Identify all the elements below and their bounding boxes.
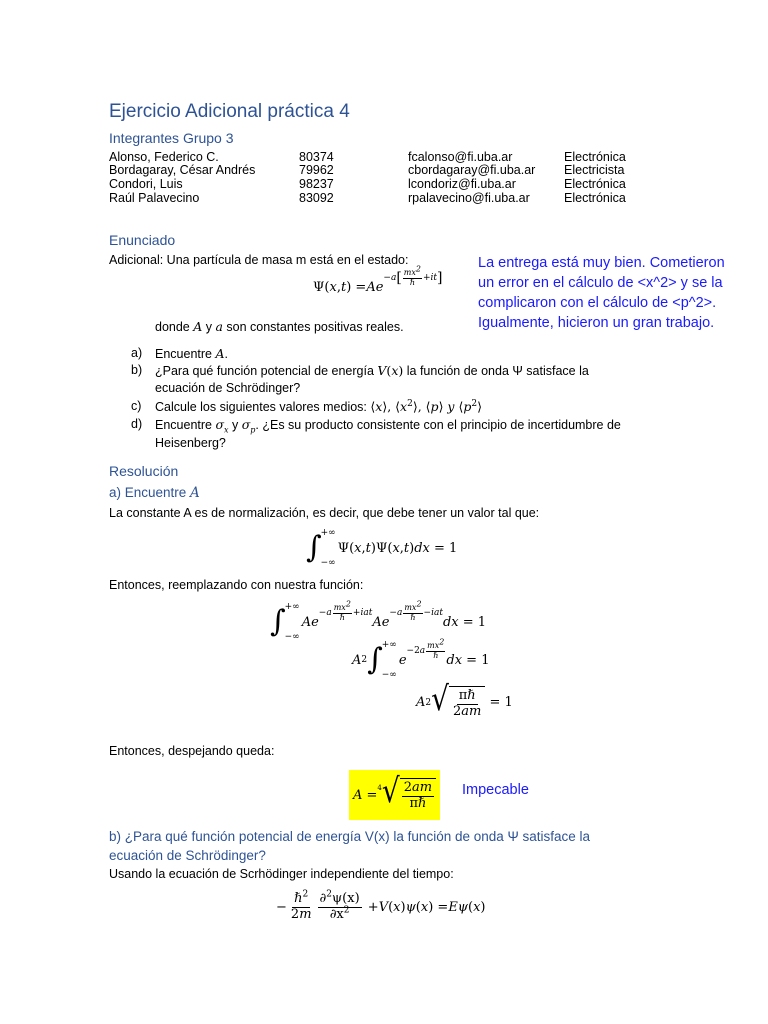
member-email: fcalonso@fi.uba.ar (408, 150, 513, 164)
gaussian-equation: A 2 ∫ +∞ −∞ e − 2 a $mx^2$ ℏ dx = 1 (352, 637, 490, 680)
part-a-heading-text: a) Encuentre (109, 485, 191, 500)
item-b-text: ¿Para qué función potencial de energía (155, 364, 378, 378)
member-name: Alonso, Federico C. (109, 150, 219, 164)
member-email: lcondoriz@fi.uba.ar (408, 177, 516, 191)
member-id: 98237 (299, 177, 334, 191)
item-d-text2: . ¿Es su producto consistente con el principio de incertidumbre de (255, 418, 621, 432)
member-name: Condori, Luis (109, 177, 183, 191)
item-b-line2: ecuación de Schrödinger? (155, 381, 301, 395)
item-d-line2: Heisenberg? (155, 436, 226, 450)
page-title: Ejercicio Adicional práctica 4 (109, 101, 350, 122)
constants-note: donde A y a son constantes positivas reales. (155, 319, 404, 334)
part-b-heading-line1: b) ¿Para qué función potencial de energía V(x) la función de onda Ψ satisface la (109, 829, 591, 844)
member-id: 79962 (299, 163, 334, 177)
item-marker: b) (131, 363, 143, 377)
solve-text: Entonces, despejando queda: (109, 744, 275, 758)
result-highlight: A = 4 √ $\frac{2am}{\text{πℏ}}$ (349, 770, 440, 820)
part-a-text: La constante A es de normalización, es decir, que debe tener un valor tal que: (109, 506, 540, 520)
item-b: ¿Para qué función potencial de energía V(x) la función de onda Ψ satisface la (155, 363, 589, 378)
member-id: 83092 (299, 191, 334, 205)
resolution-heading: Resolución (109, 463, 179, 479)
donde-y-text: y (202, 320, 216, 334)
impecable-comment: Impecable (462, 782, 529, 798)
item-d: Encuentre $\sigma_x$ y $\sigma_p$. ¿Es su producto consistente con el principio de incertidumbre de (155, 417, 621, 435)
item-marker: a) (131, 346, 143, 360)
donde-rest-text: son constantes positivas reales. (222, 320, 404, 334)
member-id: 80374 (299, 150, 334, 164)
item-marker: d) (131, 417, 143, 431)
then-text: Entonces, reemplazando con nuestra función: (109, 578, 364, 592)
item-c-text: Calcule los siguientes valores medios: (155, 400, 371, 414)
normalization-equation: ∫ +∞ −∞ Ψ( x , t )Ψ( x , t ) dx = 1 (306, 528, 458, 568)
item-b-text2: la función de onda Ψ satisface la (403, 364, 589, 378)
item-c: Calcule los siguientes valores medios: ⟨x⟩, $⟨x^2⟩$, ⟨p⟩ y $⟨p^2⟩$ (155, 398, 482, 414)
sqrt-equation: A 2 √ $\frac{\text{πℏ}}{2am}$ = 1 (416, 679, 513, 719)
member-career: Electrónica (564, 150, 626, 164)
member-name: Bordagaray, César Andrés (109, 163, 256, 177)
members-heading: Integrantes Grupo 3 (109, 130, 234, 146)
member-career: Electricista (564, 163, 625, 177)
part-b-text: Usando la ecuación de Scrhödinger independiente del tiempo: (109, 867, 454, 881)
schrodinger-equation: − $\frac{\hbar^2}{2m}$ $\frac{\partial^2\psi(x)}{\partial x^2}$ + V ( x ) ψ ( x ) = Eψ ( x ) (276, 889, 486, 922)
item-a: Encuentre A. (155, 346, 228, 361)
statement-heading: Enunciado (109, 232, 176, 248)
statement-intro: Adicional: Una partícula de masa m está en el estado: (109, 253, 409, 267)
member-email: cbordagaray@fi.uba.ar (408, 163, 536, 177)
member-career: Electrónica (564, 177, 626, 191)
part-a-heading: a) Encuentre A (109, 485, 200, 501)
part-b-heading-line2: ecuación de Schrödinger? (109, 848, 266, 863)
item-marker: c) (131, 399, 142, 413)
member-name: Raúl Palavecino (109, 191, 200, 205)
item-d-text: Encuentre (155, 418, 216, 432)
item-a-text: Encuentre (155, 347, 216, 361)
wavefunction-equation: Ψ( x , t ) = Ae −a [ $mx^2$ ℏ + it ] (313, 264, 443, 295)
member-career: Electrónica (564, 191, 626, 205)
member-email: rpalavecino@fi.uba.ar (408, 191, 530, 205)
substituted-equation: ∫ +∞ −∞ Ae −a $mx^2$ ℏ + iat Ae −a $mx^2$ ℏ − iat dx = 1 (270, 599, 487, 642)
teacher-comment: La entrega está muy bien. Cometieron un error en el cálculo de <x^2> y se la complicaron con el cálculo de <p^2>. Igualmente, hicieron un gran trabajo. (478, 255, 725, 331)
donde-text: donde (155, 320, 194, 334)
